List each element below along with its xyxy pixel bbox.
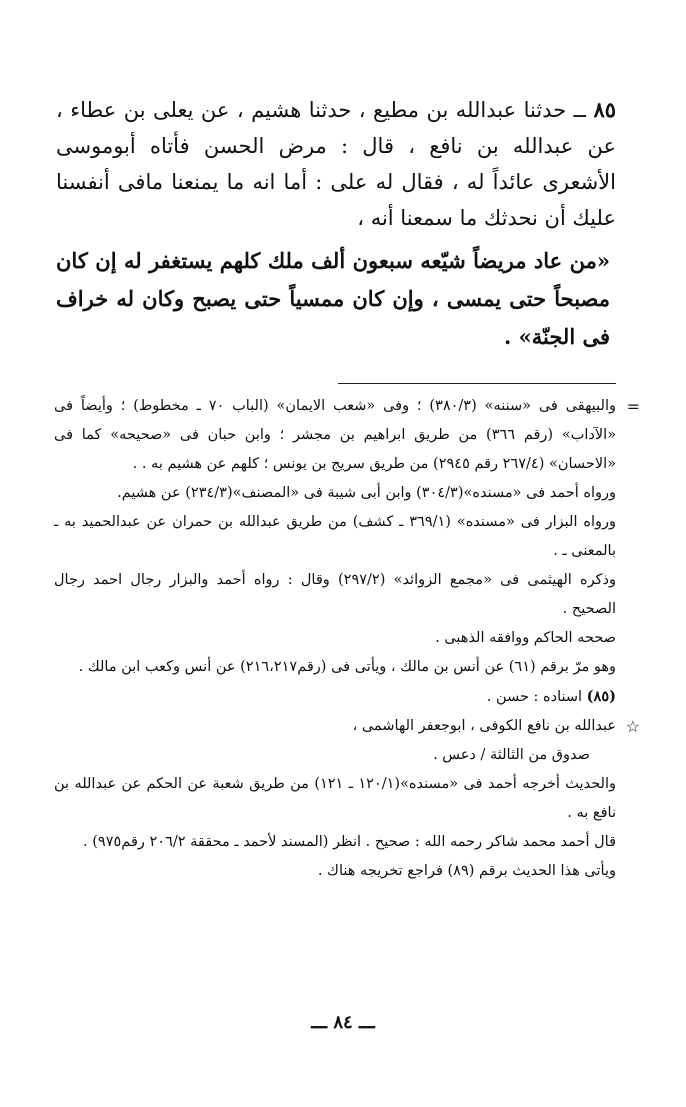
narrator-line: قال أحمد محمد شاكر رحمه الله : صحيح . انظر (المسند لأحمد ـ محققة ٢٠٦/٢ رقم٩٧٥) . (83, 834, 616, 850)
note-number: (٨٥) (586, 688, 616, 705)
footnote-line: ورواه أحمد فى «مسنده»(٣٠٤/٣) وابن أبى شيبة فى «المصنف»(٢٣٤/٣) عن هشيم. (117, 485, 616, 501)
hadith-matn: «من عاد مريضاً شيّعه سبعون ألف ملك كلهم يستغفر له إن كان مصبحاً حتى يمسى ، وإن كان ممسياً حتى يصبح وكان له خراف فى الجنّة» . (56, 248, 610, 349)
footnotes (54, 392, 640, 886)
footnote-line: وذكره الهيثمى فى «مجمع الزوائد» (٢٩٧/٢) وقال : رواه أحمد والبزار رجال احمد رجال الصحيح . (54, 572, 616, 617)
continuation-marker: = (626, 397, 640, 416)
hadith-dash: ــ (566, 98, 594, 122)
isnad-text: حدثنا عبدالله بن مطيع ، حدثنا هشيم ، عن يعلى بن عطاء ، عن عبدالله بن نافع ، قال : مرض الحسن فأتاه أبوموسى الأشعرى عائداً له ، فقال له على : أما انه ما يمنعنا مافى أنفسنا عليك أن نحدثك ما سمعنا أنه ، (56, 98, 616, 230)
narrator-line: والحديث أخرجه أحمد فى «مسنده»(١٢٠/١ ـ ١٢١) من طريق شعبة عن الحكم عن عبدالله بن نافع به . (54, 776, 617, 821)
narrator-block (54, 712, 640, 886)
footnote-line: والبيهقى فى «سننه» (٣٨٠/٣) ؛ وفى «شعب الايمان» (الباب ٧٠ ـ مخطوط) ؛ وأيضاً فى «الآداب» (رقم ٣٦٦) من طريق ابراهيم بن مجشر ؛ وابن حبان فى «صحيحه» كما فى «الاحسان» (٢٦٧/٤ رقم ٢٩٤٥) من طريق سريج بن يونس ؛ كلهم عن هشيم به . . (54, 398, 616, 472)
note-text: اسناده : حسن . (486, 689, 583, 705)
star-icon: ☆ (625, 717, 640, 736)
page-number: ـــ ٨٤ ـــ (311, 1012, 375, 1033)
footnote-line: صححه الحاكم ووافقه الذهبى . (435, 630, 616, 646)
hadith-number: ٨٥ (593, 97, 616, 122)
footnote-line: ورواه البزار فى «مسنده» (٣٦٩/١ ـ كشف) من طريق عبدالله بن حمران عن عبدالحميد به ـ بالمعنى ـ . (54, 514, 617, 559)
narrator-line: صدوق من الثالثة / دعس . (433, 747, 590, 763)
note-85 (54, 682, 616, 712)
narrator-line: ويأتى هذا الحديث برقم (٨٩) فراجع تخريجه هناك . (317, 863, 616, 879)
hadith-isnad (56, 92, 616, 236)
footnote-line: وهو مرّ برقم (٦١) عن أنس بن مالك ، ويأتى فى (رقم٢١٦،٢١٧) عن أنس وكعب ابن مالك . (78, 659, 616, 675)
hadith-85 (56, 92, 616, 356)
footnote-separator (338, 383, 616, 384)
narrator-line: عبدالله بن نافع الكوفى ، ابوجعفر الهاشمى ، (352, 718, 616, 734)
